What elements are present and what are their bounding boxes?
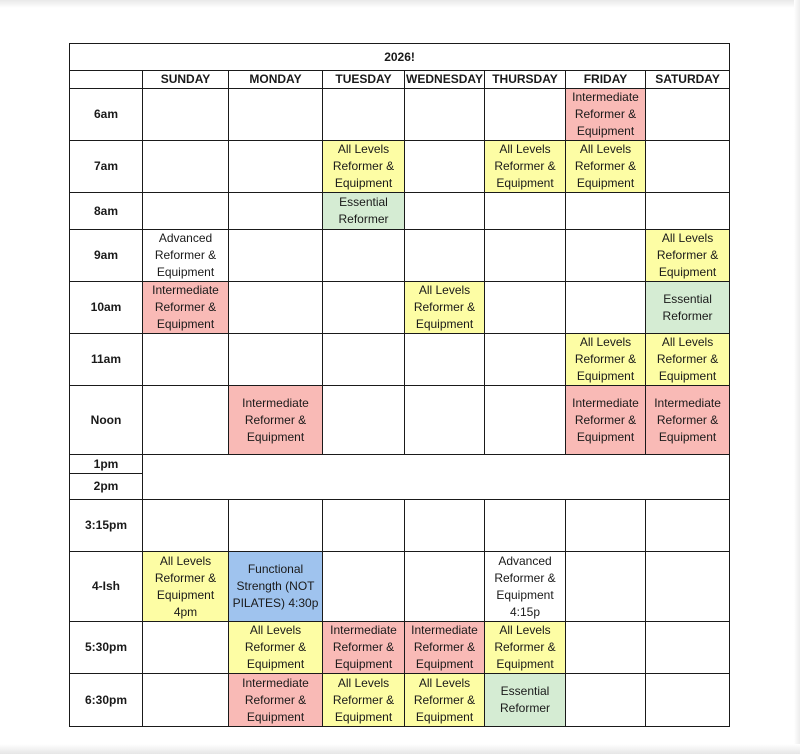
time-label: 7am bbox=[70, 141, 143, 193]
empty-cell-friday bbox=[566, 193, 646, 230]
time-label: 1pm bbox=[70, 455, 143, 474]
title-row bbox=[70, 44, 730, 71]
class-cell-friday bbox=[566, 386, 646, 455]
empty-cell-friday bbox=[566, 282, 646, 334]
day-header-monday: MONDAY bbox=[229, 71, 323, 89]
class-name: All Levels Reformer & Equipment bbox=[413, 675, 476, 724]
class-cell-thursday bbox=[485, 141, 566, 193]
empty-cell-sunday bbox=[143, 622, 229, 674]
empty-cell-tuesday bbox=[323, 89, 405, 141]
empty-cell-sunday bbox=[143, 500, 229, 552]
class-cell-friday bbox=[566, 141, 646, 193]
empty-cell-sunday bbox=[143, 141, 229, 193]
class-name: Functional Strength (NOT PILATES) 4:30p bbox=[232, 562, 319, 610]
time-row bbox=[70, 674, 730, 727]
empty-cell-thursday bbox=[485, 193, 566, 230]
class-name: Essential Reformer bbox=[662, 291, 713, 323]
empty-cell-thursday bbox=[485, 230, 566, 282]
class-name: All Levels Reformer & Equipment 4pm bbox=[154, 553, 217, 619]
time-row bbox=[70, 500, 730, 552]
empty-cell-tuesday bbox=[323, 552, 405, 622]
empty-cell-saturday bbox=[646, 500, 730, 552]
time-row bbox=[70, 334, 730, 386]
empty-cell-wednesday bbox=[405, 141, 485, 193]
class-name: Intermediate Reformer & Equipment bbox=[572, 395, 639, 444]
time-row bbox=[70, 282, 730, 334]
class-cell-saturday bbox=[646, 282, 730, 334]
empty-cell-monday bbox=[229, 334, 323, 386]
empty-cell-monday bbox=[229, 141, 323, 193]
empty-cell-tuesday bbox=[323, 230, 405, 282]
day-header-sunday: SUNDAY bbox=[143, 71, 229, 89]
time-row bbox=[70, 193, 730, 230]
empty-cell-tuesday bbox=[323, 334, 405, 386]
class-cell-sunday bbox=[143, 282, 229, 334]
empty-cell-friday bbox=[566, 552, 646, 622]
class-cell-sunday bbox=[143, 552, 229, 622]
class-cell-tuesday bbox=[323, 622, 405, 674]
class-cell-monday bbox=[229, 552, 323, 622]
class-name: All Levels Reformer & Equipment bbox=[494, 142, 556, 190]
empty-cell-wednesday bbox=[405, 334, 485, 386]
time-label: 5:30pm bbox=[70, 622, 143, 674]
schedule-title: 2026! bbox=[70, 44, 730, 71]
class-cell-monday bbox=[229, 622, 323, 674]
page-edge-bottom bbox=[0, 744, 800, 754]
time-row bbox=[70, 622, 730, 674]
class-cell-tuesday bbox=[323, 674, 405, 727]
day-header-wednesday: WEDNESDAY bbox=[405, 71, 485, 89]
class-cell-saturday bbox=[646, 334, 730, 386]
time-label: 2pm bbox=[70, 474, 143, 500]
class-cell-tuesday bbox=[323, 141, 405, 193]
class-name: Intermediate Reformer & Equipment bbox=[654, 395, 721, 444]
time-row bbox=[70, 386, 730, 455]
empty-cell-saturday bbox=[646, 89, 730, 141]
day-header-tuesday: TUESDAY bbox=[323, 71, 405, 89]
empty-cell-tuesday bbox=[323, 282, 405, 334]
class-name: All Levels Reformer & Equipment bbox=[656, 231, 719, 279]
day-header-row bbox=[70, 71, 730, 89]
empty-cell-monday bbox=[229, 500, 323, 552]
corner-cell bbox=[70, 71, 143, 89]
empty-cell-saturday bbox=[646, 674, 730, 727]
class-cell-wednesday bbox=[405, 282, 485, 334]
empty-cell-tuesday bbox=[323, 386, 405, 455]
empty-cell-saturday bbox=[646, 193, 730, 230]
class-name: Intermediate Reformer & Equipment bbox=[411, 623, 478, 671]
class-cell-thursday bbox=[485, 674, 566, 727]
schedule-body bbox=[70, 89, 730, 727]
empty-cell-friday bbox=[566, 674, 646, 727]
empty-cell-wednesday bbox=[405, 386, 485, 455]
class-cell-thursday bbox=[485, 622, 566, 674]
class-name: Intermediate Reformer & Equipment bbox=[152, 283, 219, 331]
time-row bbox=[70, 455, 730, 474]
class-cell-sunday bbox=[143, 230, 229, 282]
empty-cell-monday bbox=[229, 89, 323, 141]
class-name: All Levels Reformer & Equipment bbox=[332, 675, 395, 724]
empty-cell-monday bbox=[229, 230, 323, 282]
class-name: All Levels Reformer & Equipment bbox=[332, 142, 395, 190]
time-row bbox=[70, 141, 730, 193]
class-cell-tuesday bbox=[323, 193, 405, 230]
empty-cell-friday bbox=[566, 500, 646, 552]
empty-cell-sunday bbox=[143, 89, 229, 141]
class-cell-friday bbox=[566, 334, 646, 386]
empty-cell-thursday bbox=[485, 386, 566, 455]
class-cell-monday bbox=[229, 674, 323, 727]
schedule-table bbox=[69, 43, 730, 727]
empty-cell-wednesday bbox=[405, 89, 485, 141]
time-label: 9am bbox=[70, 230, 143, 282]
empty-cell-friday bbox=[566, 622, 646, 674]
empty-cell-wednesday bbox=[405, 500, 485, 552]
class-name: Advanced Reformer & Equipment 4:15p bbox=[494, 553, 556, 619]
class-name: All Levels Reformer & Equipment bbox=[494, 623, 556, 671]
empty-cell-tuesday bbox=[323, 500, 405, 552]
empty-cell-sunday bbox=[143, 386, 229, 455]
class-name: Advanced Reformer & Equipment bbox=[154, 231, 217, 279]
class-name: Essential Reformer bbox=[338, 195, 389, 226]
class-name: All Levels Reformer & Equipment bbox=[574, 142, 637, 190]
class-cell-friday bbox=[566, 89, 646, 141]
time-row bbox=[70, 89, 730, 141]
empty-cell-thursday bbox=[485, 334, 566, 386]
class-name: Intermediate Reformer & Equipment bbox=[242, 395, 309, 444]
empty-cell-sunday bbox=[143, 334, 229, 386]
empty-cell-monday bbox=[229, 193, 323, 230]
class-cell-thursday bbox=[485, 552, 566, 622]
empty-cell-sunday bbox=[143, 674, 229, 727]
time-label: 4-Ish bbox=[70, 552, 143, 622]
empty-cell-friday bbox=[566, 230, 646, 282]
page-edge-top bbox=[0, 0, 800, 8]
empty-cell-monday bbox=[229, 282, 323, 334]
time-row bbox=[70, 230, 730, 282]
time-row bbox=[70, 552, 730, 622]
time-label: 3:15pm bbox=[70, 500, 143, 552]
class-cell-monday bbox=[229, 386, 323, 455]
empty-cell-thursday bbox=[485, 89, 566, 141]
time-label: 11am bbox=[70, 334, 143, 386]
day-header-saturday: SATURDAY bbox=[646, 71, 730, 89]
class-name: All Levels Reformer & Equipment bbox=[574, 335, 637, 383]
empty-cell-saturday bbox=[646, 622, 730, 674]
class-name: Intermediate Reformer & Equipment bbox=[330, 623, 397, 671]
class-name: Essential Reformer bbox=[499, 684, 550, 715]
empty-cell-saturday bbox=[646, 552, 730, 622]
afternoon-break-block bbox=[143, 455, 730, 500]
empty-cell-thursday bbox=[485, 282, 566, 334]
class-cell-wednesday bbox=[405, 622, 485, 674]
class-cell-wednesday bbox=[405, 674, 485, 727]
empty-cell-saturday bbox=[646, 141, 730, 193]
day-header-thursday: THURSDAY bbox=[485, 71, 566, 89]
class-cell-saturday bbox=[646, 386, 730, 455]
class-name: All Levels Reformer & Equipment bbox=[244, 623, 307, 671]
class-name: Intermediate Reformer & Equipment bbox=[242, 675, 309, 724]
empty-cell-sunday bbox=[143, 193, 229, 230]
class-name: Intermediate Reformer & Equipment bbox=[572, 90, 639, 138]
time-label: 6:30pm bbox=[70, 674, 143, 727]
class-name: All Levels Reformer & Equipment bbox=[656, 335, 719, 383]
time-label: 10am bbox=[70, 282, 143, 334]
time-label: Noon bbox=[70, 386, 143, 455]
empty-cell-wednesday bbox=[405, 552, 485, 622]
empty-cell-wednesday bbox=[405, 230, 485, 282]
class-name: All Levels Reformer & Equipment bbox=[413, 283, 476, 331]
time-label: 8am bbox=[70, 193, 143, 230]
day-header-friday: FRIDAY bbox=[566, 71, 646, 89]
class-cell-saturday bbox=[646, 230, 730, 282]
time-label: 6am bbox=[70, 89, 143, 141]
empty-cell-wednesday bbox=[405, 193, 485, 230]
page-edge-right bbox=[794, 0, 800, 754]
empty-cell-thursday bbox=[485, 500, 566, 552]
